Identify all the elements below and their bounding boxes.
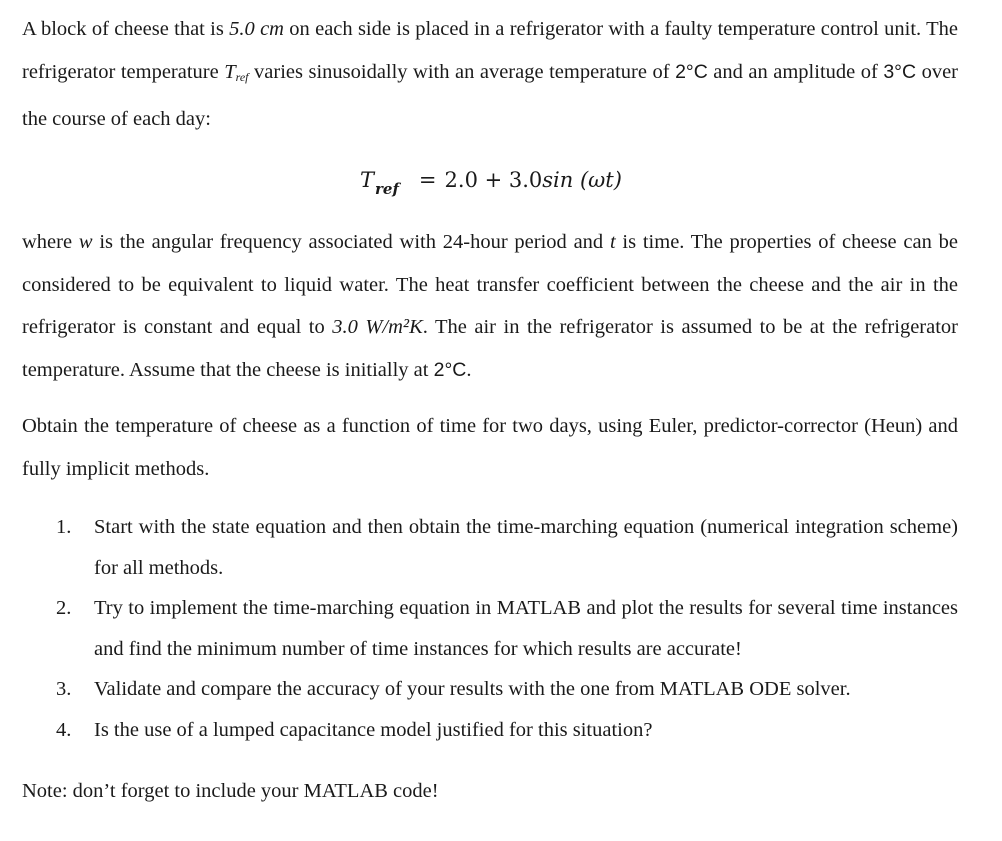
tref-equation	[360, 162, 622, 200]
list-text: Start with the state equation and then obtain the time-marching equation (numerical integration scheme) for all methods.	[94, 516, 958, 579]
equation-function: sin	[542, 168, 574, 192]
tref-symbol: T	[224, 60, 236, 83]
intro-text-1: A block of cheese that is	[22, 18, 230, 40]
list-item	[56, 710, 958, 751]
note-paragraph: Note: don’t forget to include your MATLAB code!	[22, 780, 439, 802]
list-item	[56, 669, 958, 710]
props-text-1: where	[22, 231, 79, 253]
cheese-size: 5.0 cm	[229, 18, 284, 40]
equation-equals: =	[418, 168, 437, 192]
list-text: Validate and compare the accuracy of your results with the one from MATLAB ODE solver.	[94, 678, 851, 700]
props-text-5: .	[466, 358, 472, 381]
props-text-3: is time. The properties of cheese can be considered to be equivalent to liquid water. The heat transfer coefficient between the cheese and the air in the refrigerator is constant and equal to	[22, 231, 958, 338]
equation-rhs: 2.0 + 3.0	[444, 168, 543, 192]
intro-text-4: and an amplitude of	[707, 60, 884, 83]
intro-text-2: on each side is placed in a refrigerator with a faulty temperature control unit. The refrigerator temperature	[22, 18, 958, 83]
list-number: 2.	[56, 597, 72, 619]
props-text-2: is the angular frequency associated with 24-hour period and	[92, 231, 610, 253]
time-symbol: t	[609, 231, 616, 253]
properties-paragraph	[22, 221, 958, 391]
list-item	[56, 507, 958, 588]
average-temperature: 2°C	[675, 60, 708, 83]
amplitude-temperature: 3°C	[883, 60, 917, 83]
task-paragraph: Obtain the temperature of cheese as a function of time for two days, using Euler, predictor-corrector (Heun) and fully implicit methods.	[22, 415, 958, 480]
list-number: 3.	[56, 678, 72, 700]
intro-paragraph	[22, 8, 958, 141]
intro-text-3: varies sinusoidally with an average temperature of	[248, 60, 676, 83]
heat-transfer-coefficient: 3.0 W/m²K	[332, 316, 423, 338]
list-number: 1.	[56, 516, 72, 538]
props-text-4: . The air in the refrigerator is assumed to be at the refrigerator temperature. Assume that the cheese is initially at	[22, 316, 959, 381]
list-number: 4.	[56, 718, 72, 741]
equation-lhs: T	[360, 168, 375, 192]
intro-text-5: over the course of each day:	[22, 60, 958, 130]
initial-temperature: 2°C	[433, 358, 467, 381]
list-item	[56, 588, 958, 669]
list-text: Try to implement the time-marching equation in MATLAB and plot the results for several time instances and find the minimum number of time instances for which results are accurate!	[94, 597, 958, 660]
question-list	[56, 507, 958, 750]
equation-lhs-subscript: ref	[375, 180, 399, 198]
tref-subscript: ref	[235, 69, 249, 84]
list-text: Is the use of a lumped capacitance model justified for this situation?	[94, 718, 653, 741]
omega-symbol: w	[78, 231, 93, 253]
equation-argument: (ωt)	[573, 168, 622, 192]
